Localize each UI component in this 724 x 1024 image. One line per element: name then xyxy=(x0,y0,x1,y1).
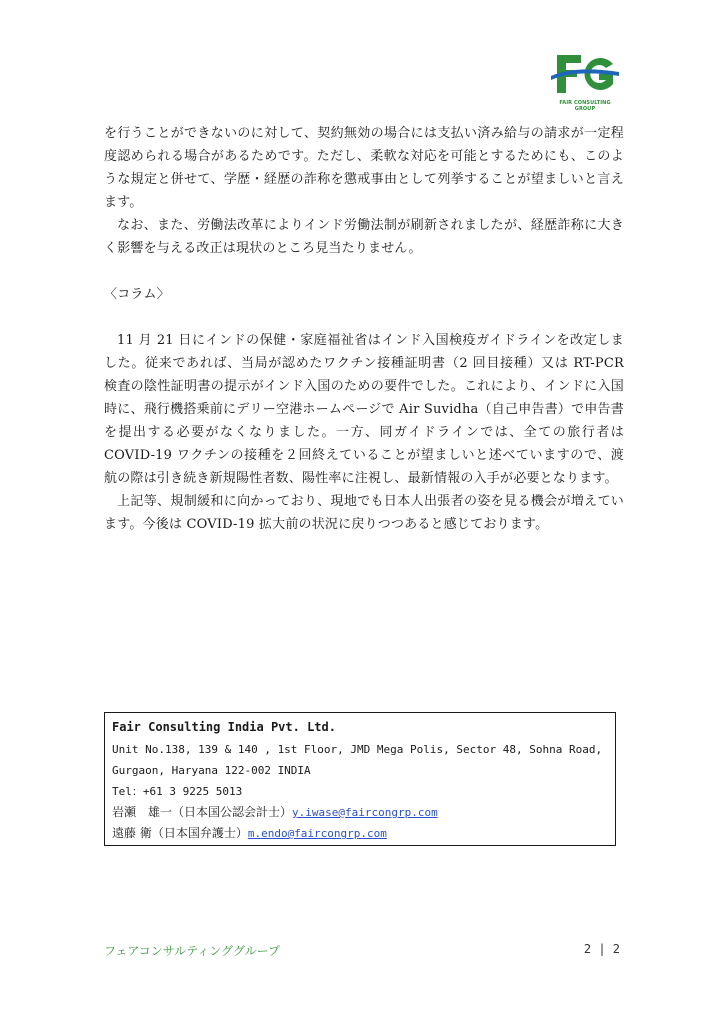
contact-person xyxy=(112,823,608,844)
page-number: 2 | 2 xyxy=(583,942,620,956)
logo-caption: FAIR CONSULTING GROUP xyxy=(559,100,611,112)
email-link[interactable]: m.endo@faircongrp.com xyxy=(247,827,387,840)
phone-number: Tel：+61 3 9225 5013 xyxy=(112,785,243,798)
paragraph: 上記等、規制緩和に向かっており、現地でも日本人出張者の姿を見る機会が増えています。今後は COVID-19 拡大前の状況に戻りつつあると感じております。 xyxy=(104,494,624,532)
address-line: Gurgaon, Haryana 122-002 INDIA xyxy=(112,764,311,777)
contact-box xyxy=(104,712,616,846)
contact-person xyxy=(112,802,608,823)
column-heading: 〈コラム〉 xyxy=(104,287,170,302)
email-link[interactable]: y.iwase@faircongrp.com xyxy=(292,806,438,819)
address-line: Unit No.138, 139 & 140 , 1st Floor, JMD Mega Polis, Sector 48, Sohna Road, xyxy=(112,743,603,756)
contact-person-name: 遠藤 衛（日本国弁護士） xyxy=(112,826,248,840)
paragraph: なお、また、労働法改革によりインド労働法制が刷新されましたが、経歴詐称に大きく影響を与える改正は現状のところ見当たりません。 xyxy=(104,218,624,256)
footer-company: フェアコンサルティンググループ xyxy=(104,944,281,958)
document-body xyxy=(104,122,624,536)
company-name: Fair Consulting India Pvt. Ltd. xyxy=(112,720,336,734)
contact-person-name: 岩瀬 雄一（日本国公認会計士） xyxy=(112,805,293,819)
paragraph: 11 月 21 日にインドの保健・家庭福祉省はインド入国検疫ガイドラインを改定しました。従来であれば、当局が認めたワクチン接種証明書（2 回目接種）又は RT-PCR 検査の陰性証明書の提示がインド入国のための要件でした。これにより、インドに入国時に、飛行機搭乗前にデリー空港ホームページで Air Suvidha（自己申告書）で申告書を提出する必要がなくなりました。一方、同ガイドラインでは、全ての旅行者は COVID-19 ワクチンの接種を２回終えていることが望ましいと述べていますので、渡航の際は引き続き新規陽性者数、陽性率に注視し、最新情報の入手が必要となります。 xyxy=(104,333,624,486)
paragraph: を行うことができないのに対して、契約無効の場合には支払い済み給与の請求が一定程度認められる場合があるためです。ただし、柔軟な対応を可能とするためにも、このような規定と併せて、学歴・経歴の詐称を懲戒事由として列挙することが望ましいと言えます。 xyxy=(104,126,624,210)
